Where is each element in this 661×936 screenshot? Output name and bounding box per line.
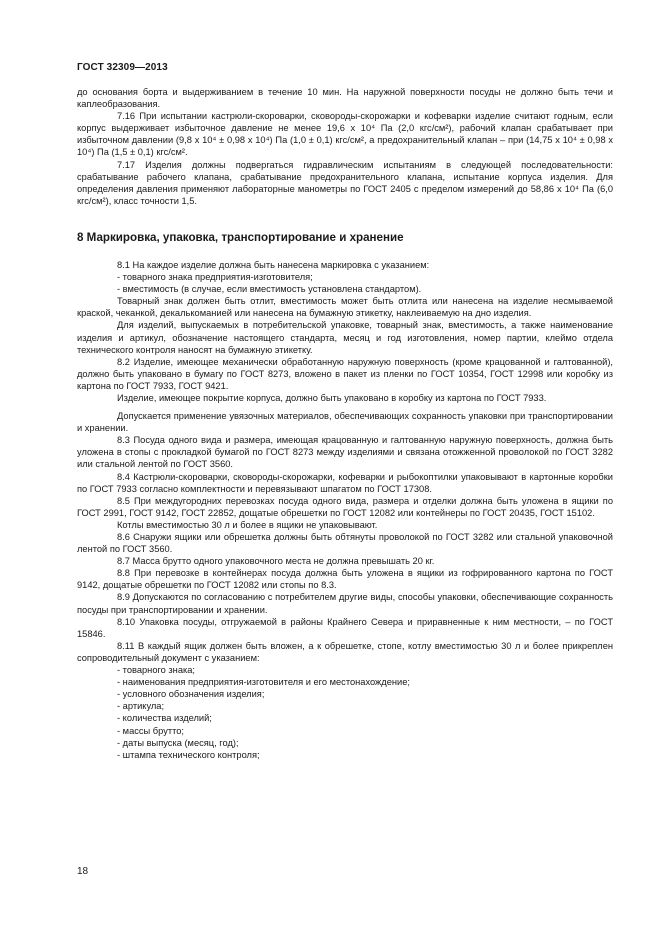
paragraph-8-1: 8.1 На каждое изделие должна быть нанесена маркировка с указанием:	[117, 259, 430, 270]
paragraph: Изделие, имеющее покрытие корпуса, должно быть упаковано в коробку из картона по ГОСТ 7933.	[117, 392, 547, 403]
list-item: - количества изделий;	[117, 713, 212, 724]
list-item: - вместимость (в случае, если вместимость установлена стандартом).	[117, 284, 422, 295]
paragraph-8-10: 8.10 Упаковка посуды, отгружаемой в районы Крайнего Севера и приравненные к ним местности, – по ГОСТ 15846.	[77, 616, 613, 639]
section-title: 8 Маркировка, упаковка, транспортирование и хранение	[77, 230, 404, 244]
paragraph: до основания борта и выдерживанием в течение 10 мин. На наружной поверхности посуды не должно быть течи и каплеобразования.	[77, 87, 613, 110]
paragraph: Допускается применение увязочных материалов, обеспечивающих сохранность упаковки при транспортировании и хранении.	[77, 411, 613, 434]
paragraph-8-9: 8.9 Допускаются по согласованию с потребителем другие виды, способы упаковки, обеспечивающие сохранность посуды при транспортировании и хранении.	[77, 592, 613, 615]
list-item: - даты выпуска (месяц, год);	[117, 737, 239, 748]
paragraph-7-17: 7.17 Изделия должны подвергаться гидравлическим испытаниям в следующей последовательности: срабатывание рабочего клапана, срабатывание предохранительного клапана, испытание корпуса изделия. Для определения давления применяют лабораторные манометры по ГОСТ 2405 с пределом измерений до 58,86 x 10⁴ Па (6,0 кгс/см²), класс точности 1,5.	[77, 159, 613, 206]
standard-header: ГОСТ 32309—2013	[77, 62, 168, 73]
paragraph-8-5: 8.5 При междугородних перевозках посуда одного вида, размера и отделки должна быть уложена в ящики по ГОСТ 2991, ГОСТ 9142, ГОСТ 22852, дощатые обрешетки по ГОСТ 12082 или контейнеры по ГОСТ 20435, ГОСТ 15102.	[77, 495, 613, 518]
paragraph: Котлы вместимостью 30 л и более в ящики не упаковывают.	[117, 519, 378, 530]
list-item: - массы брутто;	[117, 725, 185, 736]
page-number: 18	[77, 866, 89, 877]
paragraph-8-2: 8.2 Изделие, имеющее механически обработанную наружную поверхность (кроме крацованной и галтованной), должно быть упаковано в бумагу по ГОСТ 8273, вложено в пакет из пленки по ГОСТ 10354, ГОСТ 12998 или коробку из картона по ГОСТ 7933, ГОСТ 9421.	[77, 356, 613, 391]
list-item: - условного обозначения изделия;	[117, 689, 265, 700]
paragraph-8-3: 8.3 Посуда одного вида и размера, имеющая крацованную и галтованную наружную поверхность, должна быть уложена в стопы с прокладкой бумагой по ГОСТ 8273 между изделиями и связана отожженной проволокой по ГОСТ 3282 или стальной лентой по ГОСТ 3560.	[77, 435, 613, 470]
paragraph: Товарный знак должен быть отлит, вместимость может быть отлита или нанесена на изделие несмываемой краской, чеканкой, декалькоманией или нанесена на бумажную этикетку, наклеиваемую на дно изделия.	[77, 296, 613, 319]
paragraph-7-16: 7.16 При испытании кастрюли-скороварки, сковороды-скорожарки и кофеварки изделие считают годным, если корпус выдерживает избыточное давление не менее 19,6 x 10⁴ Па (2,0 кгс/см²), рабочий клапан срабатывает при избыточном давлении (9,8 x 10⁴ ± 0,98 x 10⁴) Па (1,0 ± 0,1) кгс/см², а предохранительный клапан – при (14,75 x 10⁴ ± 0,98 x 10⁴) Па (1,5 ± 0,1) кгс/см².	[77, 111, 613, 158]
paragraph: Для изделий, выпускаемых в потребительской упаковке, товарный знак, вместимость, а также наименование изделия и артикул, обозначение настоящего стандарта, месяц и год изготовления, номер партии, клеймо отдела технического контроля наносят на бумажную этикетку.	[77, 320, 613, 355]
paragraph-8-11: 8.11 В каждый ящик должен быть вложен, а к обрешетке, стопе, котлу вместимостью 30 л и более прикреплен сопроводительный документ с указанием:	[77, 640, 613, 663]
list-item: - штампа технического контроля;	[117, 749, 260, 760]
paragraph-8-6: 8.6 Снаружи ящики или обрешетка должны быть обтянуты проволокой по ГОСТ 3282 или стальной упаковочной лентой по ГОСТ 3560.	[77, 532, 613, 555]
list-item: - артикула;	[117, 701, 165, 712]
paragraph-8-7: 8.7 Масса брутто одного упаковочного места не должна превышать 20 кг.	[117, 556, 435, 567]
paragraph-8-8: 8.8 При перевозке в контейнерах посуда должна быть уложена в ящики из гофрированного картона по ГОСТ 9142, дощатые обрешетки по ГОСТ 12082 или стопы по 8.3.	[77, 568, 613, 591]
document-body	[77, 86, 613, 761]
paragraph-8-4: 8.4 Кастрюли-скороварки, сковороды-скорожарки, кофеварки и рыбокоптилки упаковывают в картонные коробки по ГОСТ 7933 согласно комплектности и перевязывают шпагатом по ГОСТ 17308.	[77, 471, 613, 494]
list-item: - товарного знака;	[117, 665, 196, 676]
list-item: - наименования предприятия-изготовителя и его местонахождение;	[117, 677, 410, 688]
list-item: - товарного знака предприятия-изготовителя;	[117, 272, 313, 283]
